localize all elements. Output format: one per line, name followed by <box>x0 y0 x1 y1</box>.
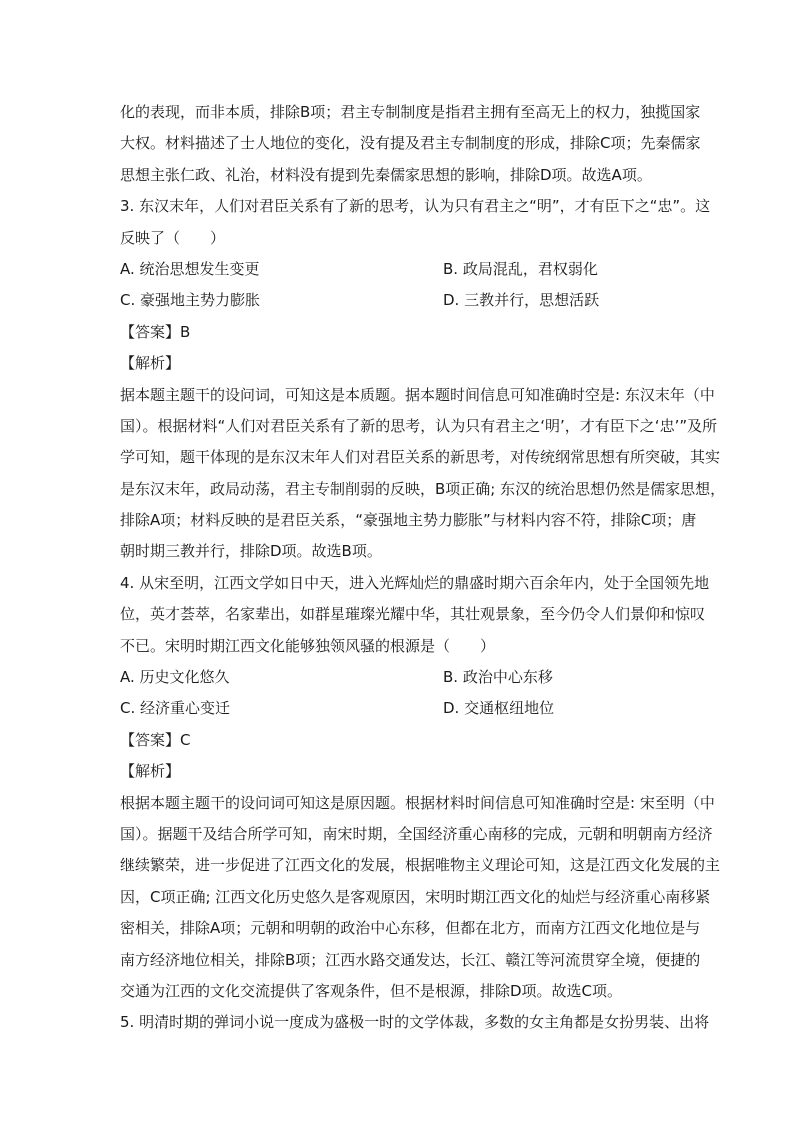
question-3-stem: 3. 东汉末年，人们对君臣关系有了新的思考，认为只有君主之“明”，才有臣下之“忠”。这 <box>120 197 711 216</box>
q4-analysis-line: 国）。据题干及结合所学可知，南宋时期，全国经济重心南移的完成，元朝和明朝南方经济 <box>120 824 713 843</box>
question-4-stem: 位，英才荟萃，名家辈出，如群星璀璨光耀中华，其壮观景象，至今仍令人们景仰和惊叹 <box>120 605 706 624</box>
q3-analysis-line: 排除A项；材料反映的是君臣关系，“豪强地主势力膨胀”与材料内容不符，排除C项；唐 <box>120 511 697 530</box>
q4-option-d: D. 交通枢纽地位 <box>443 699 555 718</box>
q4-analysis-line: 密相关，排除A项；元朝和明朝的政治中心东移，但都在北方，而南方江西文化地位是与 <box>120 919 701 938</box>
q3-option-d: D. 三教并行，思想活跃 <box>443 291 600 310</box>
question-3-options-row-2 <box>120 285 680 316</box>
q3-analysis-line: 据本题主题干的设问词，可知这是本质题。据本题时间信息可知准确时空是: 东汉末年（中 <box>120 385 715 404</box>
q4-analysis-line: 继续繁荣，进一步促进了江西文化的发展，根据唯物主义理论可知，这是江西文化发展的主 <box>120 856 721 875</box>
text-line: 大权。材料描述了士人地位的变化，没有提及君主专制制度的形成，排除C项；先秦儒家 <box>120 134 701 153</box>
q4-analysis-line: 因，C项正确; 江西文化历史悠久是客观原因，宋明时期江西文化的灿烂与经济重心南移紧 <box>120 887 711 906</box>
q4-answer: 【答案】C <box>120 730 191 749</box>
q4-analysis-line: 南方经济地位相关，排除B项；江西水路交通发达，长江、赣江等河流贯穿全境，便捷的 <box>120 950 701 969</box>
q3-analysis-line: 朝时期三教并行，排除D项。故选B项。 <box>120 542 382 561</box>
question-5-stem: 5. 明清时期的弹词小说一度成为盛极一时的文学体裁，多数的女主角都是女扮男装、出将 <box>120 1013 710 1032</box>
question-4-options-row-2 <box>120 693 680 724</box>
q4-option-c: C. 经济重心变迁 <box>120 699 231 718</box>
question-3-options-row-1 <box>120 254 680 285</box>
q3-answer: 【答案】B <box>120 322 191 341</box>
question-4-stem: 不已。宋明时期江西文化能够独领风骚的根源是（ ） <box>120 636 496 655</box>
q4-analysis-line: 交通为江西的文化交流提供了客观条件，但不是根源，排除D项。故选C项。 <box>120 981 623 1000</box>
question-4-stem: 4. 从宋至明，江西文学如日中天，进入光辉灿烂的鼎盛时期六百余年内，处于全国领先地 <box>120 573 710 592</box>
question-4-options-row-1 <box>120 662 680 693</box>
q4-option-a: A. 历史文化悠久 <box>120 668 230 687</box>
q3-option-b: B. 政局混乱，君权弱化 <box>443 259 598 278</box>
q3-analysis-line: 学可知，题干体现的是东汉末年人们对君臣关系的新思考，对传统纲常思想有所突破，其实 <box>120 448 721 467</box>
text-line: 思想主张仁政、礼治，材料没有提到先秦儒家思想的影响，排除D项。故选A项。 <box>120 165 652 184</box>
q4-analysis-label: 【解析】 <box>120 762 181 781</box>
q4-option-b: B. 政治中心东移 <box>443 668 553 687</box>
q3-option-a: A. 统治思想发生变更 <box>120 259 260 278</box>
question-3-stem: 反映了（ ） <box>120 228 226 247</box>
document-body <box>120 97 726 1039</box>
q3-analysis-line: 国）。根据材料“人们对君臣关系有了新的思考，认为只有君主之‘明’，才有臣下之‘忠’”及所 <box>120 416 718 435</box>
q3-option-c: C. 豪强地主势力膨胀 <box>120 291 261 310</box>
q3-analysis-label: 【解析】 <box>120 354 181 373</box>
text-line: 化的表现，而非本质，排除B项；君主专制制度是指君主拥有至高无上的权力，独揽国家 <box>120 103 701 121</box>
q4-analysis-line: 根据本题主题干的设问词可知这是原因题。根据材料时间信息可知准确时空是: 宋至明（中 <box>120 793 715 812</box>
q3-analysis-line: 是东汉末年，政局动荡，君主专制削弱的反映，B项正确; 东汉的统治思想仍然是儒家思想， <box>120 479 726 498</box>
